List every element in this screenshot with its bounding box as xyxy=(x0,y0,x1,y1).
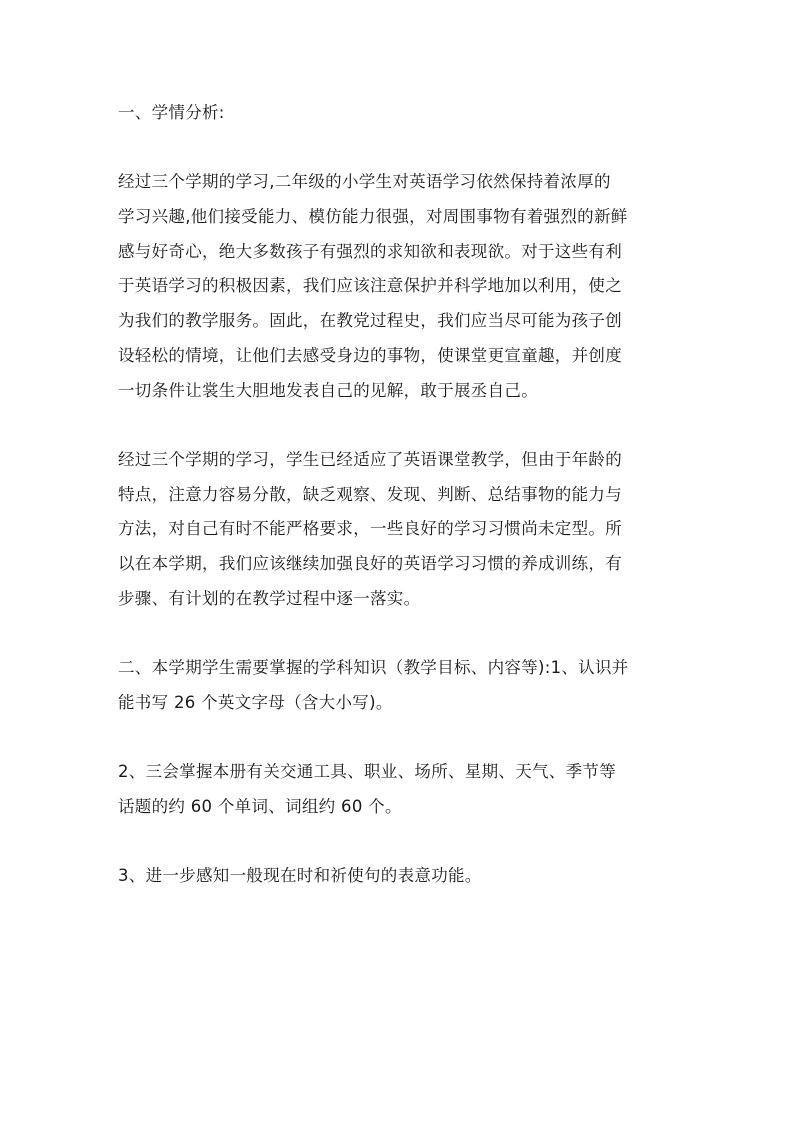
section-heading-learner-analysis xyxy=(118,96,678,131)
text-line: 3、进一步感知一般现在时和祈使句的表意功能。 xyxy=(118,866,482,886)
text-line: 于英语学习的积极因素，我们应该注意保护并科学地加以利用，使之 xyxy=(118,276,622,296)
text-line: 设轻松的情境，让他们去感受身边的事物，使课堂更宣童趣，并创度 xyxy=(118,345,622,365)
document-body xyxy=(118,96,678,894)
list-item-vocabulary xyxy=(118,755,678,824)
text-line: 方法，对自己有时不能严格要求，一些良好的学习习惯尚未定型。所 xyxy=(118,519,622,539)
section-heading-knowledge xyxy=(118,651,678,720)
text-line: 二、本学期学生需要掌握的学科知识（教学目标、内容等):1、认识并 xyxy=(118,658,629,677)
text-line: 话题的约 60 个单词、词组约 60 个。 xyxy=(118,796,402,816)
text-line: 步骤、有计划的在教学过程中逐一落实。 xyxy=(118,588,421,608)
paragraph-gap xyxy=(118,408,678,443)
text-line: 学习兴趣,他们接受能力、模仿能力很强，对周围事物有着强烈的新鲜 xyxy=(118,207,628,227)
paragraph-gap xyxy=(118,824,678,859)
text-line: 经过三个学期的学习,二年级的小学生对英语学习依然保持着浓厚的 xyxy=(118,172,611,192)
paragraph-interest xyxy=(118,165,678,408)
text-line: 2、三会掌握本册有关交通工具、职业、场所、星期、天气、季节等 xyxy=(118,762,616,782)
paragraph-gap xyxy=(118,720,678,755)
text-line: 特点，注意力容易分散，缺乏观察、发现、判断、总结事物的能力与 xyxy=(118,484,622,504)
text-line: 一切条件让裳生大胆地发表自己的见解，敢于展丞自己。 xyxy=(118,380,538,400)
text-line: 经过三个学期的学习，学生已经适应了英语课堂教学，但由于年龄的 xyxy=(118,449,622,469)
text-line: 一、学情分析: xyxy=(118,103,225,122)
text-line: 感与好奇心，绝大多数孩子有强烈的求知欲和表现欲。对于这些有利 xyxy=(118,241,622,261)
text-line: 以在本学期，我们应该继续加强良好的英语学习习惯的养成训练，有 xyxy=(118,553,622,573)
paragraph-habits xyxy=(118,443,678,616)
paragraph-gap xyxy=(118,616,678,651)
list-item-grammar xyxy=(118,859,678,894)
text-line: 为我们的教学服务。固此，在教党过程史，我们应当尽可能为孩子创 xyxy=(118,311,622,331)
paragraph-gap xyxy=(118,131,678,166)
text-line: 能书写 26 个英文字母（含大小写)。 xyxy=(118,692,393,712)
